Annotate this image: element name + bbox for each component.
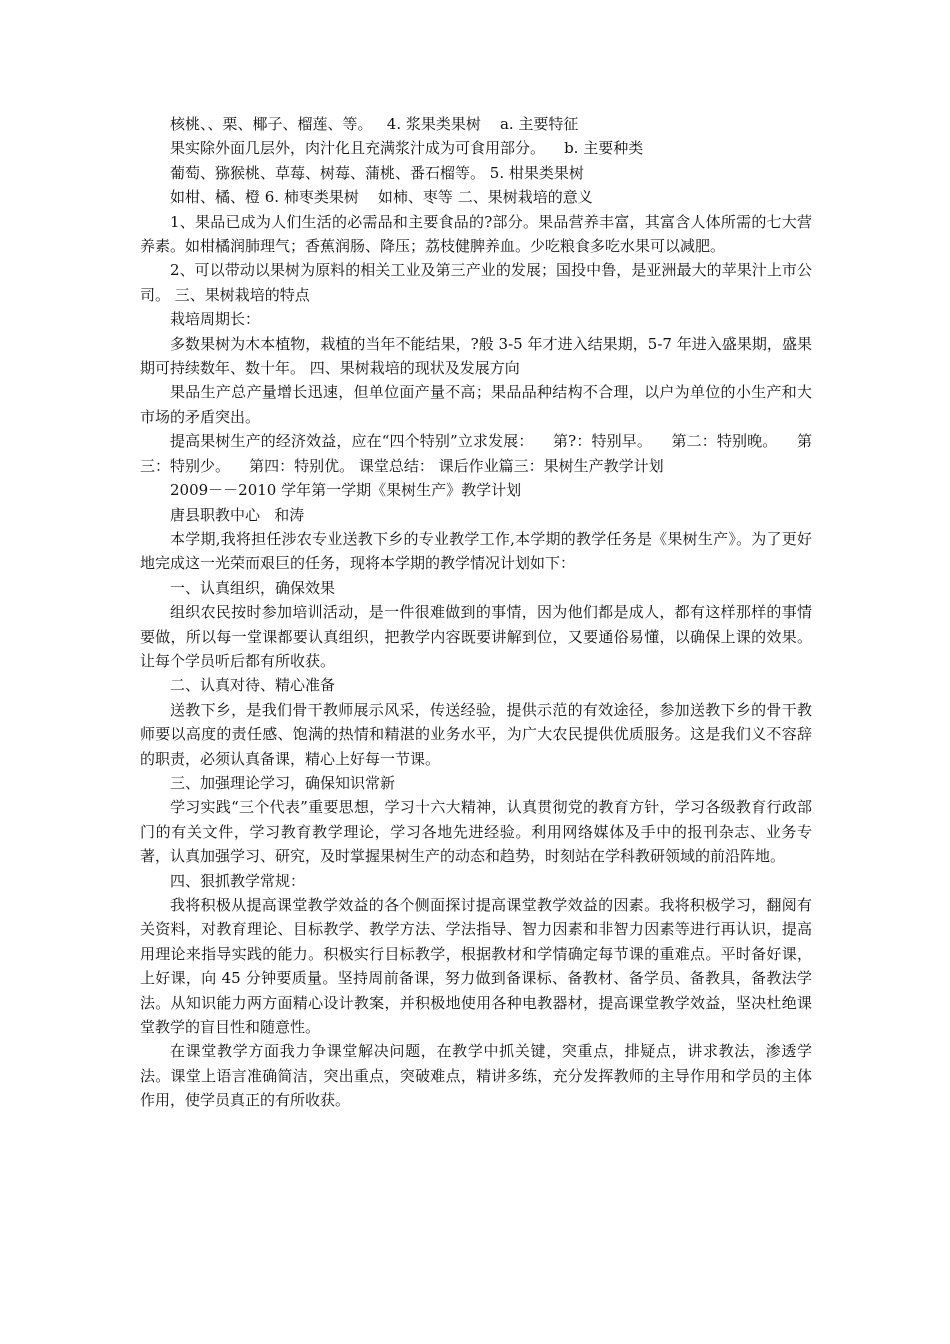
paragraph-8: 多数果树为木本植物，栽植的当年不能结果，?般 3-5 年才进入结果期，5-7 年进入盛果期，盛果期可持续数年、数十年。 四、果树栽培的现状及发展方向 <box>140 334 812 378</box>
plan-title: 2009－－2010 学年第一学期《果树生产》教学计划 <box>170 481 522 500</box>
paragraph-17: 送教下乡，是我们骨干教师展示风采，传送经验，提供示范的有效途径，参加送教下乡的骨干教师要以高度的责任感、饱满的热情和精湛的业务水平，为广大农民提供优质服务。这是我们义不容辞的职责，必须认真备课，精心上好每一节课。 <box>140 700 812 768</box>
section-heading-2: 二、认真对待、精心准备 <box>170 676 336 695</box>
paragraph-2: 果实除外面几层外，肉汁化且充满浆汁成为可食用部分。 b. 主要种类 <box>170 139 644 158</box>
paragraph-3: 葡萄、猕猴桃、草莓、树莓、蒲桃、番石榴等。 5. 柑果类果树 <box>170 163 584 182</box>
document-body <box>140 112 812 1113</box>
paragraph-5: 1、果品已成为人们生活的必需品和主要食品的?部分。果品营养丰富，其富含人体所需的七大营养素。如柑橘润肺理气；香蕉润肠、降压；荔枝健脾养血。少吃粮食多吃水果可以减肥。 <box>140 212 812 256</box>
plan-author: 唐县职教中心 和涛 <box>170 505 305 524</box>
paragraph-9: 果品生产总产量增长迅速，但单位面产量不高；果品品种结构不合理，以户为单位的小生产和大市场的矛盾突出。 <box>140 383 812 426</box>
paragraph-19: 学习实践“三个代表”重要思想，学习十六大精神，认真贯彻党的教育方针，学习各级教育行政部门的有关文件，学习教育教学理论，学习各地先进经验。利用网络媒体及手中的报刊杂志、业务专著，认真加强学习、研究，及时掌握果树生产的动态和趋势，时刻站在学科教研领域的前沿阵地。 <box>140 798 812 866</box>
section-heading-4: 四、狠抓教学常规： <box>170 871 306 890</box>
section-heading-1: 一、认真组织，确保效果 <box>170 578 336 597</box>
paragraph-4: 如柑、橘、橙 6. 柿枣类果树 如柿、枣等 二、果树栽培的意义 <box>170 188 593 207</box>
paragraph-15: 组织农民按时参加培训活动，是一件很难做到的事情，因为他们都是成人，都有这样那样的事情要做，所以每一堂课都要认真组织，把教学内容既要讲解到位，又要通俗易懂，以确保上课的效果。让每个学员听后都有所收获。 <box>140 603 812 670</box>
paragraph-10: 提高果树生产的经济效益，应在“四个特别”立求发展： 第?：特别早。 第二：特别晚。 第三：特别少。 第四：特别优。 课堂总结： 课后作业篇三：果树生产教学计划 <box>140 432 812 475</box>
paragraph-1: 核桃、、栗、椰子、榴莲、等。 4. 浆果类果树 a. 主要特征 <box>170 115 579 133</box>
paragraph-21: 我将积极从提高课堂教学效益的各个侧面探讨提高课堂教学效益的因素。我将积极学习，翻阅有关资料，对教育理论、目标教学、教学方法、学法指导、智力因素和非智力因素等进行再认识，提高用理论来指导实践的能力。积极实行目标教学，根据教材和学情确定每节课的重难点。平时备好课，上好课，向 45 分钟要质量。坚持周前备课，努力做到备课标、备教材、备学员、备教具，备教法学法。从知识能力两方面精心设计教案，并积极地使用各种电教器材，提高课堂教学效益，坚决杜绝课堂教学的盲目性和随意性。 <box>140 896 812 1037</box>
section-heading-3: 三、加强理论学习，确保知识常新 <box>170 773 396 792</box>
paragraph-22: 在课堂教学方面我力争课堂解决问题，在教学中抓关键，突重点，排疑点，讲求教法，渗透学法。课堂上语言准确简洁，突出重点，突破难点，精讲多练，充分发挥教师的主导作用和学员的主体作用，使学员真正的有所收获。 <box>140 1042 812 1110</box>
paragraph-13: 本学期,我将担任涉农专业送教下乡的专业教学工作,本学期的教学任务是《果树生产》。为了更好地完成这一光荣而艰巨的任务，现将本学期的教学情况计划如下： <box>140 529 812 573</box>
paragraph-7: 栽培周期长： <box>170 310 261 329</box>
paragraph-6: 2、可以带动以果树为原料的相关工业及第三产业的发展；国投中鲁，是亚洲最大的苹果汁上市公司。 三、果树栽培的特点 <box>140 261 812 304</box>
